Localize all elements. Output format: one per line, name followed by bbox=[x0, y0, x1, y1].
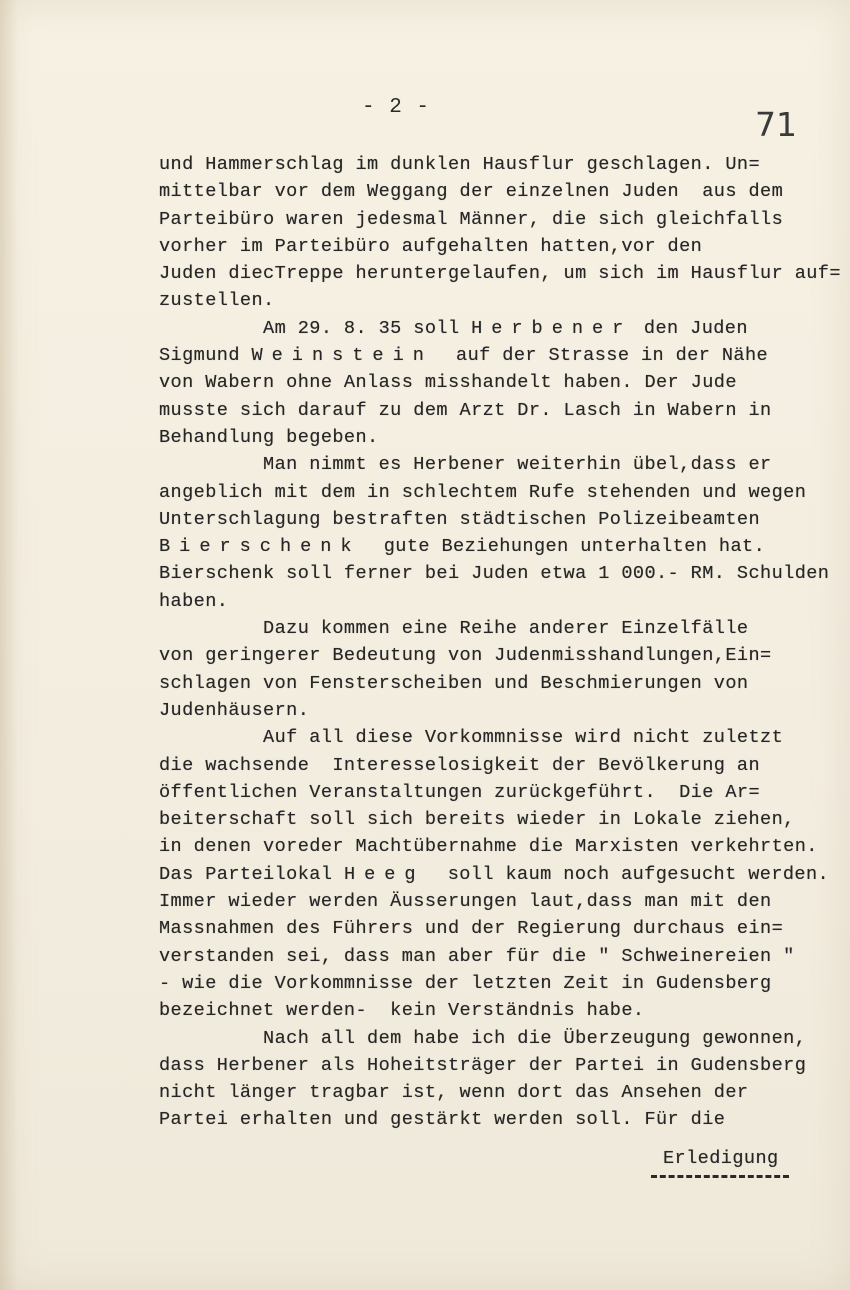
text-line: bezeichnet werden- kein Verständnis habe. bbox=[159, 1000, 645, 1022]
text-line: mittelbar vor dem Weggang der einzelnen Juden aus dem bbox=[159, 181, 784, 203]
text-line: - wie die Vorkommnisse der letzten Zeit in Gudensberg bbox=[159, 972, 772, 994]
text-segment: den Juden bbox=[632, 317, 748, 339]
text-segment: Am 29. 8. 35 soll bbox=[159, 317, 472, 339]
text-line: und Hammerschlag im dunklen Hausflur geschlagen. Un= bbox=[159, 154, 761, 175]
text-line: die wachsende Interesselosigkeit der Bevölkerung an bbox=[159, 754, 761, 776]
text-line: Dazu kommen eine Reihe anderer Einzelfälle bbox=[159, 618, 749, 640]
text-segment: auf der Strasse in der Nähe bbox=[432, 345, 769, 367]
text-line: Judenhäusern. bbox=[159, 699, 310, 721]
text-line: Man nimmt es Herbener weiterhin übel,dass er bbox=[159, 454, 772, 476]
text-line: haben. bbox=[159, 590, 229, 612]
folio-number: 71 bbox=[755, 105, 797, 144]
text-line: Nach all dem habe ich die Überzeugung gewonnen, bbox=[159, 1027, 807, 1049]
spaced-name-weinstein: Weinstein bbox=[251, 345, 433, 367]
text-segment: Das Parteilokal bbox=[159, 863, 344, 885]
typed-body-text bbox=[159, 151, 841, 1134]
text-line: nicht länger tragbar ist, wenn dort das Ansehen der bbox=[159, 1082, 749, 1104]
spaced-name-heeg: Heeg bbox=[343, 863, 425, 885]
text-line: von Wabern ohne Anlass misshandelt haben. Der Jude bbox=[159, 372, 737, 394]
text-line: Immer wieder werden Äusserungen laut,dass man mit den bbox=[159, 891, 772, 913]
page-number: - 2 - bbox=[362, 96, 431, 119]
text-line: zustellen. bbox=[159, 290, 275, 312]
text-line: vorher im Parteibüro aufgehalten hatten,vor den bbox=[159, 235, 703, 257]
text-line: verstanden sei, dass man aber für die " Schweinereien " bbox=[159, 945, 795, 967]
text-line: Parteibüro waren jedesmal Männer, die sich gleichfalls bbox=[159, 208, 784, 230]
text-line: Partei erhalten und gestärkt werden soll. Für die bbox=[159, 1109, 726, 1131]
text-line: Juden diecTreppe heruntergelaufen, um sich im Hausflur auf= bbox=[159, 263, 841, 285]
catchword-underline bbox=[651, 1175, 789, 1178]
text-line: Unterschlagung bestraften städtischen Polizeibeamten bbox=[159, 508, 761, 530]
spaced-name-herbener: Herbener bbox=[471, 317, 633, 339]
text-segment: Sigmund bbox=[159, 345, 252, 367]
text-line: Auf all diese Vorkommnisse wird nicht zuletzt bbox=[159, 727, 784, 749]
text-line bbox=[159, 861, 829, 888]
text-line: öffentlichen Veranstaltungen zurückgeführt. Die Ar= bbox=[159, 781, 761, 803]
text-line bbox=[159, 533, 829, 560]
text-segment: soll kaum noch aufgesucht werden. bbox=[424, 863, 830, 885]
text-segment: gute Beziehungen unterhalten hat. bbox=[360, 536, 766, 558]
text-line: musste sich darauf zu dem Arzt Dr. Lasch in Wabern in bbox=[159, 399, 772, 421]
text-line: Behandlung begeben. bbox=[159, 426, 379, 448]
catchword: Erledigung bbox=[663, 1148, 779, 1169]
text-line bbox=[159, 315, 829, 342]
text-line: Bierschenk soll ferner bei Juden etwa 1 000.- RM. Schulden bbox=[159, 563, 830, 585]
spaced-name-bierschenk: Bierschenk bbox=[159, 536, 361, 558]
text-line bbox=[159, 342, 829, 369]
text-line: angeblich mit dem in schlechtem Rufe stehenden und wegen bbox=[159, 481, 807, 503]
text-line: schlagen von Fensterscheiben und Beschmierungen von bbox=[159, 672, 749, 694]
text-line: in denen voreder Machtübernahme die Marxisten verkehrten. bbox=[159, 836, 818, 858]
text-line: dass Herbener als Hoheitsträger der Partei in Gudensberg bbox=[159, 1054, 807, 1076]
text-line: beiterschaft soll sich bereits wieder in Lokale ziehen, bbox=[159, 809, 795, 831]
text-line: Massnahmen des Führers und der Regierung durchaus ein= bbox=[159, 918, 784, 940]
text-line: von geringerer Bedeutung von Judenmisshandlungen,Ein= bbox=[159, 645, 772, 667]
